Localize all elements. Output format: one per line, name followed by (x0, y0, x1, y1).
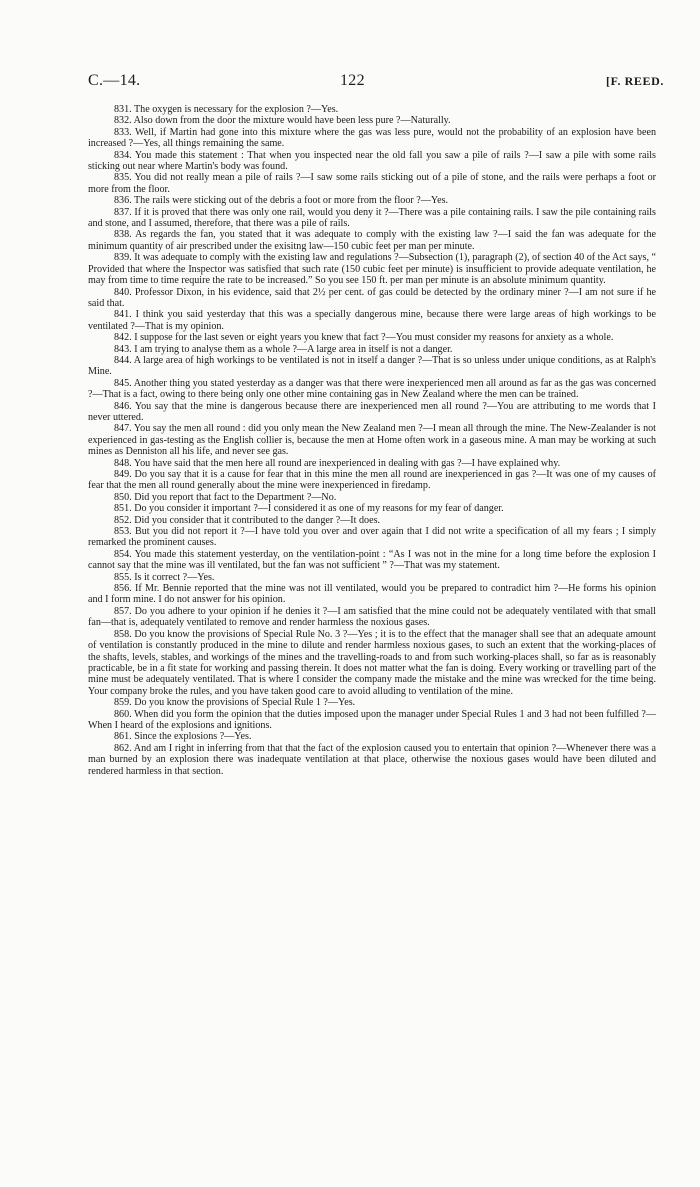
testimony-text (88, 104, 656, 777)
question-answer-850: 850. Did you report that fact to the Department ?—No. (114, 491, 337, 503)
page-number: 122 (340, 72, 365, 89)
question-answer-848: 848. You have said that the men here all round are inexperienced in dealing with gas ?—I have explained why. (114, 457, 561, 469)
question-answer-855: 855. Is it correct ?—Yes. (114, 571, 215, 583)
question-answer-844: 844. A large area of high workings to be ventilated is not in itself a danger ?—That is so unless under unique conditions, as at Ralph's Mine. (88, 354, 656, 378)
question-answer-835: 835. You did not really mean a pile of rails ?—I saw some rails sticking out of a pile of stone, and the rails were perhaps a foot or more from the floor. (88, 172, 656, 195)
question-answer-853: 853. But you did not report it ?—I have told you over and over again that I did not write a specification of all my fears ; I simply remarked the prominent causes. (88, 526, 656, 549)
document-reference: C.—14. (88, 72, 141, 89)
question-answer-838: 838. As regards the fan, you stated that it was adequate to comply with the existing law ?—I said the fan was adequate for the minimum quantity of air prescribed under the exisitng law—150 cubic feet per man per minute. (88, 229, 656, 252)
question-answer-832: 832. Also down from the door the mixture would have been less pure ?—Naturally. (114, 115, 451, 127)
question-answer-846: 846. You say that the mine is dangerous because there are inexperienced men all round ?—You are attributing to me words that I never uttered. (88, 400, 656, 423)
question-answer-859: 859. Do you know the provisions of Special Rule 1 ?—Yes. (114, 697, 356, 709)
question-answer-852: 852. Did you consider that it contributed to the danger ?—It does. (114, 514, 381, 526)
question-answer-849: 849. Do you say that it is a cause for fear that in this mine the men all round are inexperienced in gas ?—It was one of my causes of fear that the men all round generally about the mine were inexperienced in firedamp. (88, 469, 656, 492)
witness-name: [F. REED. (606, 74, 664, 88)
question-answer-836: 836. The rails were sticking out of the debris a foot or more from the floor ?—Yes. (114, 195, 449, 207)
question-answer-841: 841. I think you said yesterday that this was a specially dangerous mine, because there were large areas of high workings to be ventilated ?—That is my opinion. (88, 309, 656, 332)
question-answer-854: 854. You made this statement yesterday, on the ventilation-point : “As I was not in the mine for a long time before the explosion I cannot say that the mine was ill ventilated, but the fan was not sufficient ” ?—That was my statement. (88, 548, 656, 572)
question-answer-861: 861. Since the explosions ?—Yes. (114, 731, 252, 743)
question-answer-834: 834. You made this statement : That when you inspected near the old fall you saw a pile of rails ?—I saw a pile with some rails sticking out near where Martin's body was found. (88, 149, 656, 173)
question-answer-833: 833. Well, if Martin had gone into this mixture where the gas was less pure, would not the probability of an explosion have been increased ?—Yes, all things remaining the same. (88, 126, 656, 150)
question-answer-856: 856. If Mr. Bennie reported that the mine was not ill ventilated, would you be prepared to contradict him ?—He forms his opinion and I form mine. I do not answer for his opinion. (88, 583, 656, 606)
page-header (88, 70, 664, 92)
question-answer-860: 860. When did you form the opinion that the duties imposed upon the manager under Special Rules 1 and 3 had not been fulfilled ?—When I heard of the explosions and ignitions. (88, 708, 656, 731)
question-answer-845: 845. Another thing you stated yesterday as a danger was that there were inexperienced men all around as far as the gas was concerned ?—That is a fact, owing to there being only one other mine containing gas in New Zealand where the men can be trained. (88, 377, 656, 401)
question-answer-858: 858. Do you know the provisions of Special Rule No. 3 ?—Yes ; it is to the effect that the manager shall see that an adequate amount of ventilation is constantly produced in the mine to dilute and render harmless noxious gases, to such an extent that the working-places of the shafts, levels, stables, and workings of the mines and the travelling-roads to and from such working-places shall, so far as is reasonably practicable, be in a fit state for working and passing therein. It does not matter what the fan is doing. Every working or travelling part of the mine must be adequately ventilated. That is where I consider the company made the mistake and the mine was wrecked for the time being. Your company broke the rules, and you have taken good care to avoid alluding to ventilation of the mine. (88, 628, 656, 697)
question-answer-837: 837. If it is proved that there was only one rail, would you deny it ?—There was a pile containing rails. I saw the pile containing rails and stone, and I assumed, therefore, that there was a pile of rails. (88, 206, 656, 230)
question-answer-839: 839. It was adequate to comply with the existing law and regulations ?—Subsection (1), paragraph (2), of section 40 of the Act says, “ Provided that where the Inspector was satisfied that such rate (150 cubic feet per minute) is insufficient to provide adequate ventilation, he may from time to time require the rate to be increased.” So you see 150 ft. per man per minute is an absolute minimum quantity. (88, 252, 656, 287)
question-answer-851: 851. Do you consider it important ?—I considered it as one of my reasons for my fear of danger. (114, 503, 504, 515)
question-answer-857: 857. Do you adhere to your opinion if he denies it ?—I am satisfied that the mine could not be adequately ventilated with that small fan—that is, adequately ventilated to remove and render harmless the noxious gases. (88, 605, 656, 629)
question-answer-842: 842. I suppose for the last seven or eight years you knew that fact ?—You must consider my reasons for anxiety as a whole. (114, 332, 614, 344)
question-answer-840: 840. Professor Dixon, in his evidence, said that 2½ per cent. of gas could be detected by the ordinary miner ?—I am not sure if he said that. (88, 286, 656, 309)
question-answer-843: 843. I am trying to analyse them as a whole ?—A large area in itself is not a danger. (114, 343, 453, 355)
question-answer-831: 831. The oxygen is necessary for the explosion ?—Yes. (114, 104, 339, 115)
question-answer-862: 862. And am I right in inferring from that that the fact of the explosion caused you to entertain that opinion ?—Whenever there was a man burned by an explosion there was inadequate ventilation at that place, otherwise the noxious gases would have been diluted and rendered harmless in that section. (88, 742, 656, 777)
question-answer-847: 847. You say the men all round : did you only mean the New Zealand men ?—I mean all through the mine. The New-Zealander is not experienced in gas-testing as the English collier is, because the men at Home often work in a gaseous mine. A man may be working at such mines as Denniston all his life, and never see gas. (88, 423, 656, 458)
